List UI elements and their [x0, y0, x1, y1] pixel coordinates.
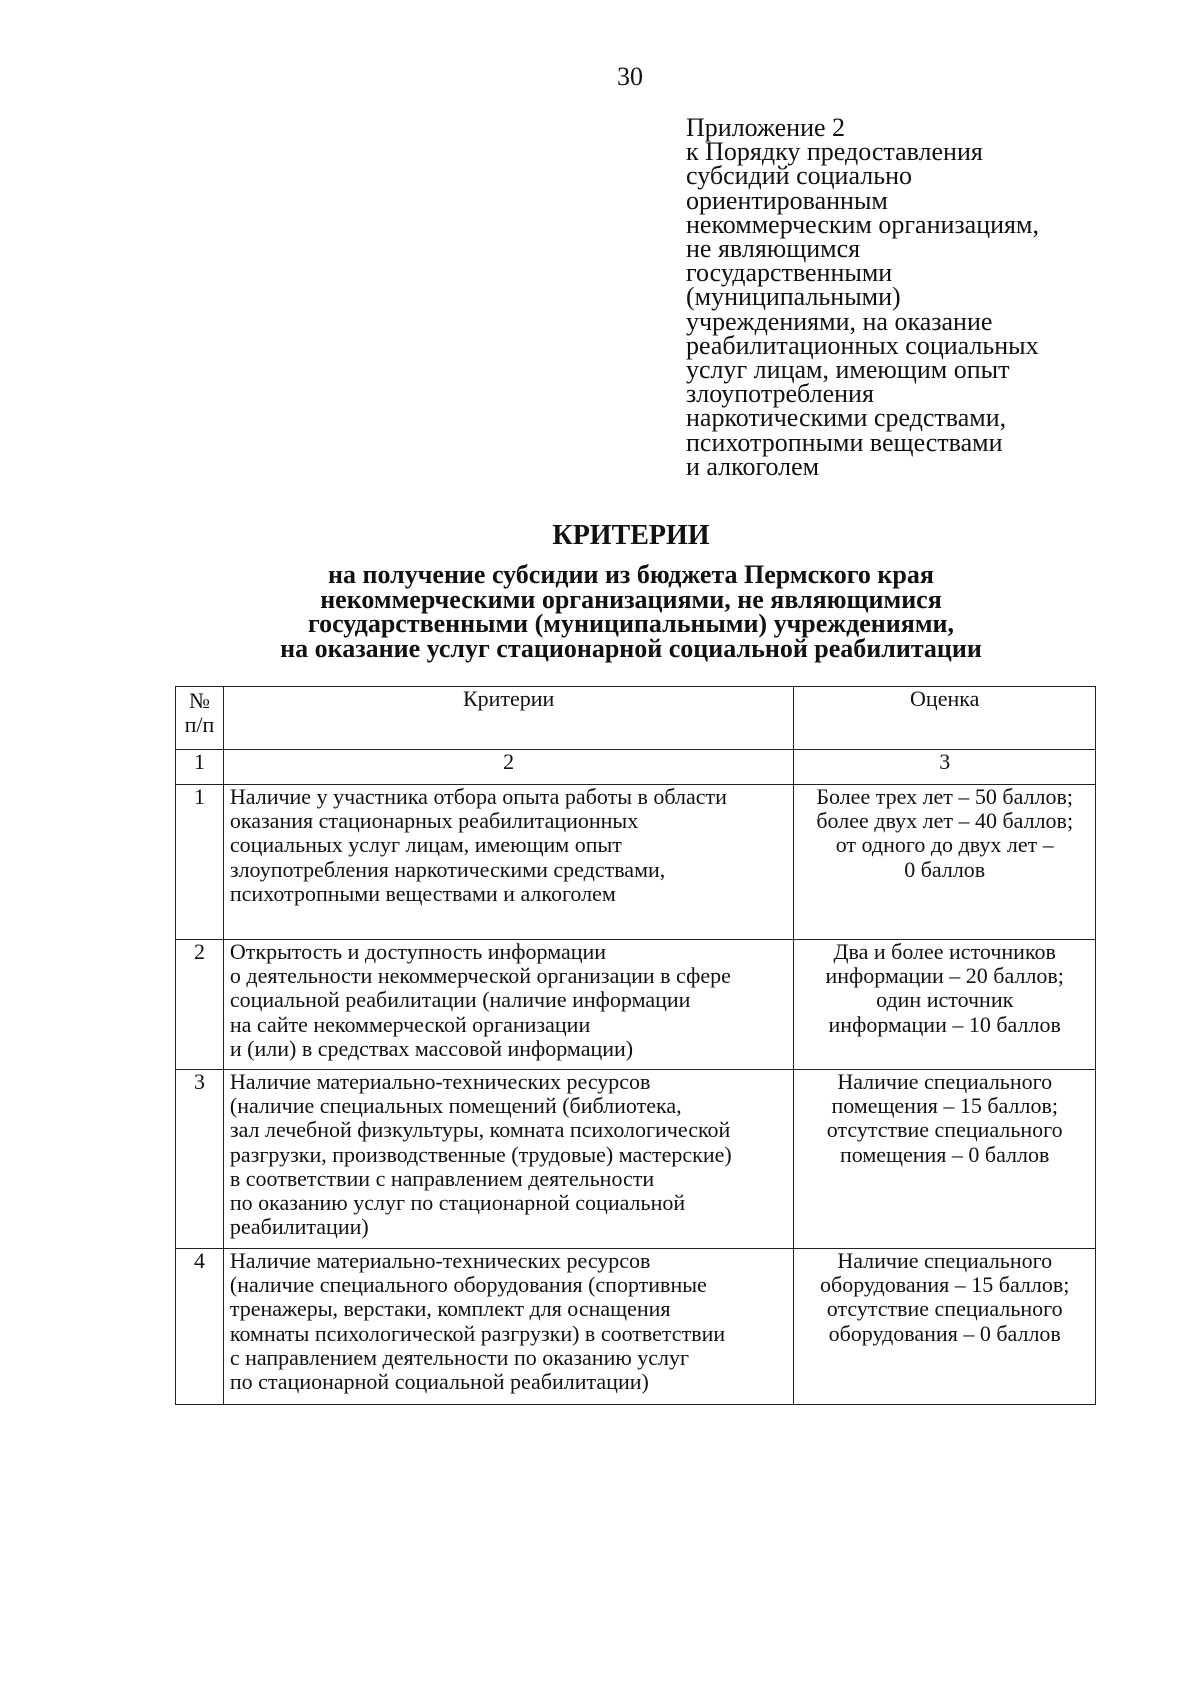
score-cell — [794, 940, 1096, 1070]
criteria-line: по стационарной социальной реабилитации) — [229, 1369, 649, 1395]
subtitle-line: на оказание услуг стационарной социальной реабилитации — [280, 633, 982, 663]
criteria-table — [175, 686, 1096, 1405]
subtitle-line: государственными (муниципальными) учреждениями, — [307, 609, 955, 638]
appendix-line: услуг лицам, имеющим опыт — [686, 355, 1010, 385]
table-row — [176, 1070, 1096, 1249]
appendix-line: государственными — [686, 258, 893, 288]
score-line: отсутствие специального — [826, 1296, 1063, 1322]
criteria-line: социальной реабилитации (наличие информации — [229, 987, 691, 1013]
criteria-line: на сайте некоммерческой организации — [229, 1011, 591, 1037]
criteria-line: зал лечебной физкультуры, комната психологической — [229, 1117, 731, 1143]
criteria-line: злоупотребления наркотическими средствами, — [229, 856, 666, 882]
criteria-cell — [223, 1070, 794, 1249]
appendix-line: некоммерческим организациям, — [686, 209, 1039, 239]
table-row — [176, 785, 1096, 940]
score-line: Более трех лет – 50 баллов; — [816, 784, 1074, 809]
appendix-line: реабилитационных социальных — [686, 330, 1039, 360]
document-title: КРИТЕРИИ — [552, 520, 710, 551]
appendix-note — [686, 113, 1106, 481]
criteria-cell — [223, 785, 794, 940]
column-index-cell: 2 — [223, 750, 794, 785]
score-line: Наличие специального — [837, 1069, 1053, 1094]
page-number: 30 — [617, 62, 643, 91]
criteria-line: реабилитации) — [229, 1214, 369, 1240]
criteria-line: и (или) в средствах массовой информации) — [229, 1035, 634, 1061]
score-line: помещения – 15 баллов; — [831, 1093, 1058, 1119]
appendix-line: ориентированным — [686, 185, 888, 215]
score-line: отсутствие специального — [826, 1117, 1063, 1143]
score-line: Наличие специального — [837, 1248, 1053, 1273]
document-subtitle — [0, 560, 1200, 663]
criteria-line: тренажеры, верстаки, комплект для оснащения — [229, 1296, 671, 1322]
score-line: Два и более источников — [833, 939, 1056, 964]
header-number-abbr: п/п — [184, 712, 215, 737]
appendix-line: злоупотребления — [686, 379, 874, 409]
header-cell-score: Оценка — [794, 687, 1096, 750]
criteria-line: психотропными веществами и алкоголем — [229, 880, 616, 906]
score-line: более двух лет – 40 баллов; — [816, 808, 1074, 834]
header-cell-number — [176, 687, 224, 750]
score-line: 0 баллов — [904, 856, 986, 882]
appendix-line: и алкоголем — [686, 451, 820, 481]
score-cell — [794, 785, 1096, 940]
header-cell-criteria: Критерии — [223, 687, 794, 750]
appendix-line: наркотическими средствами, — [686, 403, 1007, 433]
score-line: один источник — [876, 987, 1014, 1013]
row-number-cell: 2 — [176, 940, 224, 1070]
appendix-line: психотропными веществами — [686, 427, 1003, 457]
subtitle-line: на получение субсидии из бюджета Пермского края — [328, 560, 934, 589]
appendix-line: к Порядку предоставления — [686, 137, 983, 167]
score-line: оборудования – 0 баллов — [828, 1320, 1061, 1346]
appendix-line: учреждениями, на оказание — [686, 306, 993, 336]
criteria-line: о деятельности некоммерческой организации в сфере — [229, 963, 731, 989]
criteria-line: Открытость и доступность информации — [229, 939, 607, 964]
criteria-cell — [223, 940, 794, 1070]
score-line: информации – 20 баллов; — [825, 963, 1064, 989]
score-line: информации – 10 баллов — [828, 1011, 1061, 1037]
appendix-line: субсидий социально — [686, 161, 912, 191]
column-index-row — [176, 750, 1096, 785]
criteria-line: комнаты психологической разгрузки) в соответствии — [229, 1320, 726, 1346]
table-row — [176, 940, 1096, 1070]
row-number-cell: 1 — [176, 785, 224, 940]
header-number-symbol: № — [188, 688, 210, 713]
score-cell — [794, 1070, 1096, 1249]
table-header-row — [176, 687, 1096, 750]
table-row — [176, 1249, 1096, 1405]
subtitle-line: некоммерческими организациями, не являющимися — [320, 584, 942, 614]
score-cell — [794, 1249, 1096, 1405]
row-number-cell: 4 — [176, 1249, 224, 1405]
criteria-line: (наличие специальных помещений (библиотека, — [229, 1093, 682, 1119]
criteria-line: Наличие материально-технических ресурсов — [229, 1069, 651, 1094]
criteria-line: разгрузки, производственные (трудовые) мастерские) — [229, 1141, 732, 1167]
appendix-line: Приложение 2 — [686, 113, 846, 142]
criteria-line: с направлением деятельности по оказанию услуг — [229, 1344, 690, 1370]
criteria-line: оказания стационарных реабилитационных — [229, 808, 639, 834]
appendix-line: не являющимся — [686, 234, 861, 264]
score-line: от одного до двух лет – — [835, 832, 1054, 858]
appendix-line: (муниципальными) — [686, 282, 901, 312]
column-index-cell: 1 — [176, 750, 224, 785]
criteria-line: Наличие у участника отбора опыта работы в области — [229, 784, 727, 809]
criteria-cell — [223, 1249, 794, 1405]
criteria-line: в соответствии с направлением деятельности — [229, 1165, 655, 1191]
row-number-cell: 3 — [176, 1070, 224, 1249]
criteria-line: по оказанию услуг по стационарной социальной — [229, 1190, 686, 1216]
criteria-line: социальных услуг лицам, имеющим опыт — [229, 832, 622, 858]
score-line: помещения – 0 баллов — [839, 1141, 1050, 1167]
column-index-cell: 3 — [794, 750, 1096, 785]
criteria-line: (наличие специального оборудования (спортивные — [229, 1272, 707, 1298]
score-line: оборудования – 15 баллов; — [820, 1272, 1070, 1298]
criteria-line: Наличие материально-технических ресурсов — [229, 1248, 651, 1273]
